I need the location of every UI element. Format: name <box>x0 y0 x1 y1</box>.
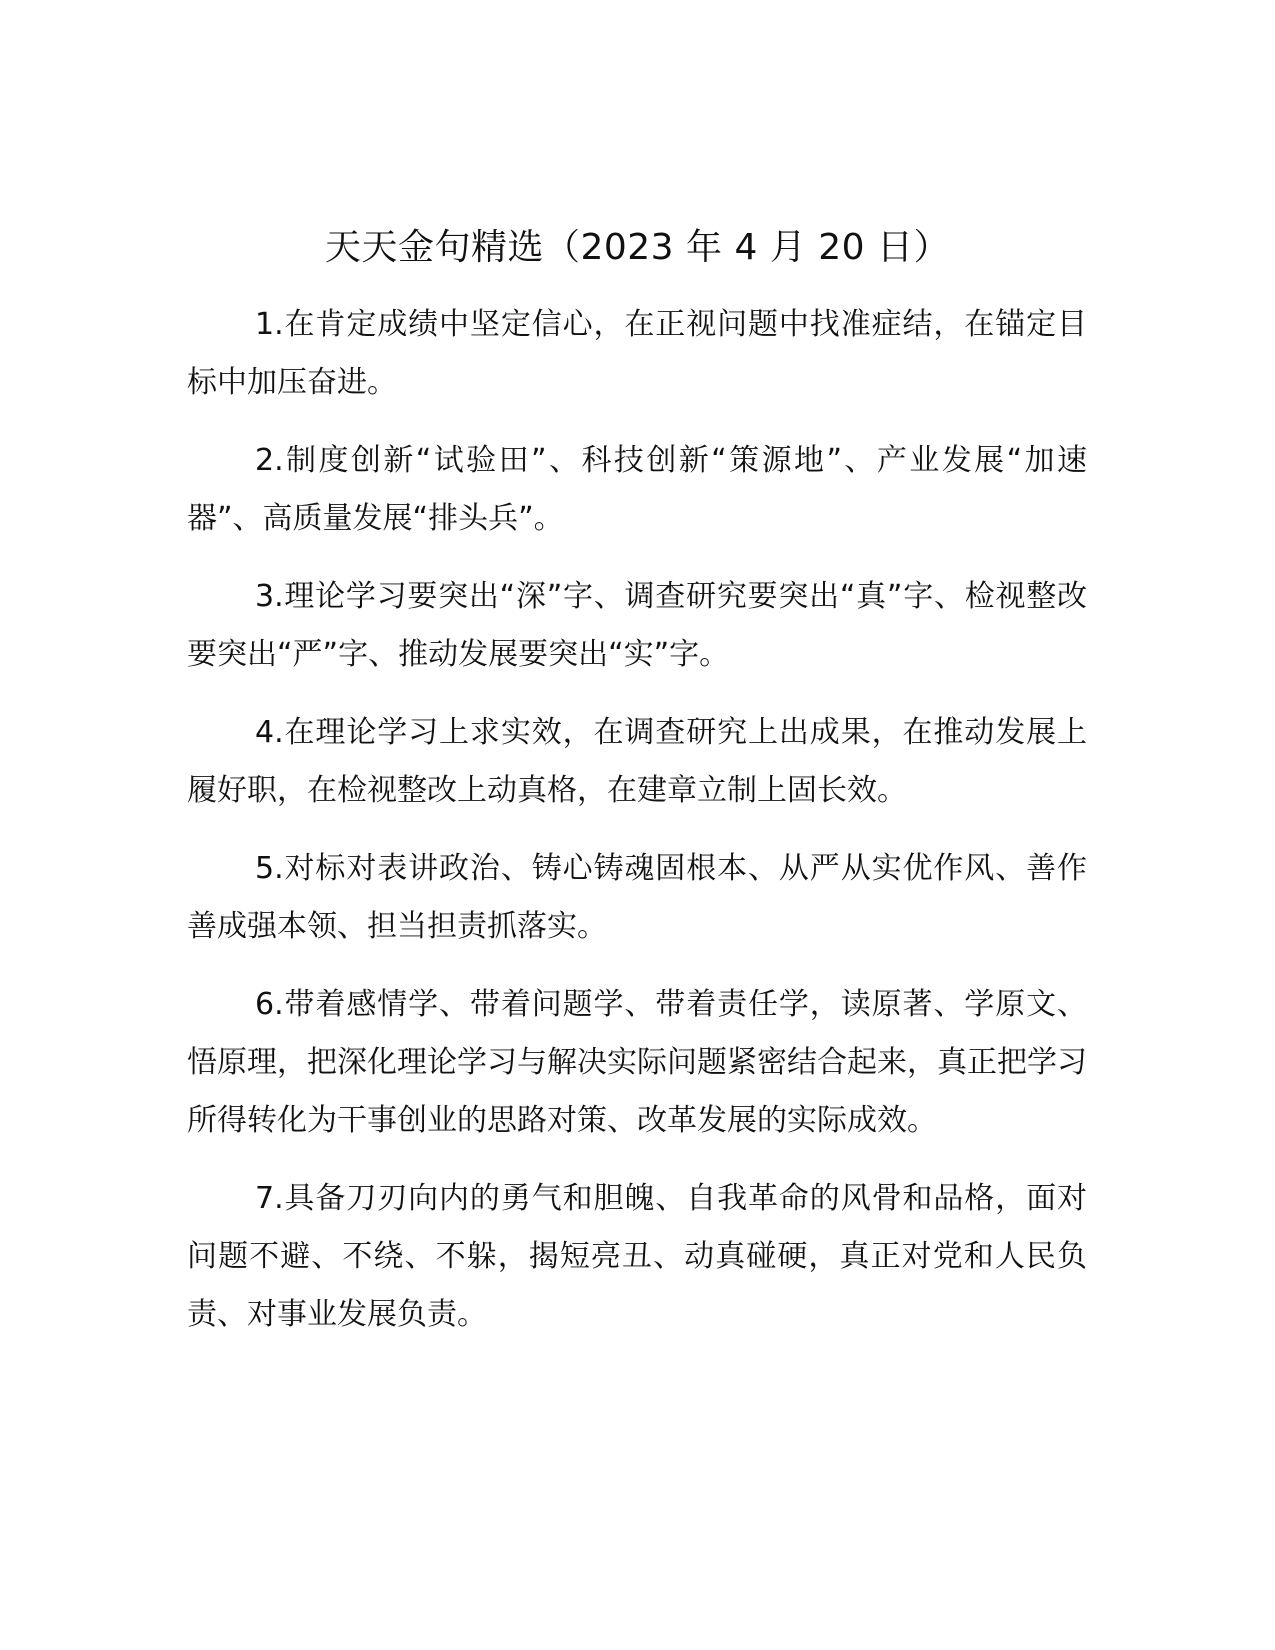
quote-paragraph-3: 3.理论学习要突出“深”字、调查研究要突出“真”字、检视整改要突出“严”字、推动发展要突出“实”字。 <box>187 579 1087 672</box>
quote-paragraph-2: 2.制度创新“试验田”、科技创新“策源地”、产业发展“加速器”、高质量发展“排头兵”。 <box>187 443 1087 536</box>
quote-paragraph-6: 6.带着感情学、带着问题学、带着责任学，读原著、学原文、悟原理，把深化理论学习与解决实际问题紧密结合起来，真正把学习所得转化为干事创业的思路对策、改革发展的实际成效。 <box>187 987 1087 1138</box>
quote-paragraph-7: 7.具备刀刃向内的勇气和胆魄、自我革命的风骨和品格，面对问题不避、不绕、不躲，揭短亮丑、动真碰硬，真正对党和人民负责、对事业发展负责。 <box>187 1181 1087 1332</box>
document-title: 天天金句精选（2023 年 4 月 20 日） <box>324 227 951 268</box>
quote-paragraph-1: 1.在肯定成绩中坚定信心，在正视问题中找准症结，在锚定目标中加压奋进。 <box>187 307 1087 400</box>
document-body <box>187 296 1087 1364</box>
quote-paragraph-4: 4.在理论学习上求实效，在调查研究上出成果，在推动发展上履好职，在检视整改上动真格，在建章立制上固长效。 <box>187 715 1087 808</box>
quote-paragraph-5: 5.对标对表讲政治、铸心铸魂固根本、从严从实优作风、善作善成强本领、担当担责抓落实。 <box>187 851 1087 944</box>
